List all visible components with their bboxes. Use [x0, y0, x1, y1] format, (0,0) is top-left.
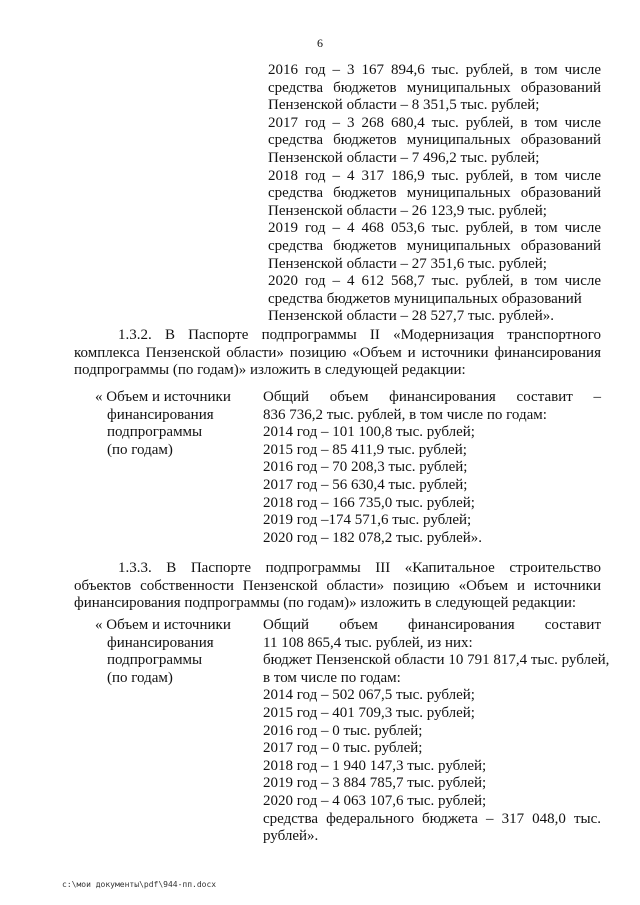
year-2018-line-2: средства бюджетов муниципальных образований	[268, 185, 601, 202]
year-2018-line-3: Пензенской области – 26 123,9 тыс. рублей;	[268, 202, 547, 219]
year-2018-line-1: 2018 год – 4 317 186,9 тыс. рублей, в том числе	[268, 167, 601, 184]
year-2016-line-3: Пензенской области – 8 351,5 тыс. рублей;	[268, 97, 540, 114]
page-number: 6	[317, 36, 323, 50]
sub3-year-2017: 2017 год – 0 тыс. рублей;	[263, 740, 423, 757]
section-1-3-3-line-3: финансирования подпрограммы (по годам)» изложить в следующей редакции:	[74, 595, 577, 612]
label-line-2: финансирования	[107, 634, 214, 651]
financing-label-2	[95, 389, 245, 459]
sub3-total-line-1: Общий объем финансирования составит	[263, 617, 601, 633]
label-line-4: (по годам)	[107, 441, 173, 458]
sub3-regional-budget: бюджет Пензенской области 10 791 817,4 тыс. рублей,	[263, 652, 610, 669]
section-1-3-3-line-2: объектов собственности Пензенской области» позицию «Объем и источники	[74, 577, 601, 594]
year-2017-line-2: средства бюджетов муниципальных образований	[268, 132, 601, 149]
sub3-year-2014: 2014 год – 502 067,5 тыс. рублей;	[263, 687, 475, 704]
year-2017-line-3: Пензенской области – 7 496,2 тыс. рублей;	[268, 149, 540, 166]
label-line-3: подпрограммы	[107, 652, 203, 669]
year-2016-line-1: 2016 год – 3 167 894,6 тыс. рублей, в том числе	[268, 62, 601, 78]
section-1-3-2-line-1: 1.3.2. В Паспорте подпрограммы II «Модернизация транспортного	[118, 327, 601, 343]
label-line-4: (по годам)	[107, 669, 173, 686]
label-line-3: подпрограммы	[107, 424, 203, 441]
sub3-total-line-2: 11 108 865,4 тыс. рублей, из них:	[263, 634, 473, 651]
subprogram-3-financing	[263, 617, 610, 846]
footer-file-path: c:\мои документы\pdf\944-пп.docx	[62, 880, 217, 889]
sub2-year-2020: 2020 год – 182 078,2 тыс. рублей».	[263, 529, 483, 546]
year-2016-line-2: средства бюджетов муниципальных образований	[268, 79, 601, 96]
label-line-1: « Объем и источники	[95, 389, 231, 405]
year-2017-line-1: 2017 год – 3 268 680,4 тыс. рублей, в том числе	[268, 114, 601, 131]
sub2-year-2015: 2015 год – 85 411,9 тыс. рублей;	[263, 441, 467, 458]
section-1-3-3-line-1: 1.3.3. В Паспорте подпрограммы III «Капитальное строительство	[118, 560, 601, 576]
sub3-year-2020: 2020 год – 4 063 107,6 тыс. рублей;	[263, 792, 487, 809]
year-2020-line-1: 2020 год – 4 612 568,7 тыс. рублей, в том числе	[268, 273, 601, 290]
sub3-federal-line-2: рублей».	[263, 828, 319, 845]
subprogram-2-financing	[263, 389, 601, 547]
section-1-3-2-line-2: комплекса Пензенской области» позицию «Объем и источники финансирования	[74, 344, 601, 361]
sub3-federal-line-1: средства федерального бюджета – 317 048,0 тыс.	[263, 810, 601, 827]
financing-label-3	[95, 617, 245, 687]
sub3-year-2018: 2018 год – 1 940 147,3 тыс. рублей;	[263, 757, 487, 774]
sub2-year-2017: 2017 год – 56 630,4 тыс. рублей;	[263, 476, 468, 493]
financing-years-block	[268, 62, 601, 326]
sub2-total-line-1: Общий объем финансирования составит –	[263, 389, 601, 405]
section-1-3-2-line-3: подпрограммы (по годам)» изложить в следующей редакции:	[74, 362, 466, 379]
label-line-2: финансирования	[107, 406, 214, 423]
sub3-year-2015: 2015 год – 401 709,3 тыс. рублей;	[263, 704, 475, 721]
sub3-year-2016: 2016 год – 0 тыс. рублей;	[263, 722, 423, 739]
sub2-year-2019: 2019 год –174 571,6 тыс. рублей;	[263, 512, 472, 529]
year-2019-line-2: средства бюджетов муниципальных образований	[268, 237, 601, 254]
section-1-3-2	[74, 327, 601, 380]
sub2-year-2018: 2018 год – 166 735,0 тыс. рублей;	[263, 494, 475, 511]
sub3-year-2019: 2019 год – 3 884 785,7 тыс. рублей;	[263, 775, 487, 792]
year-2019-line-3: Пензенской области – 27 351,6 тыс. рублей;	[268, 255, 547, 272]
year-2020-line-3: Пензенской области – 28 527,7 тыс. рублей».	[268, 308, 555, 325]
sub2-year-2014: 2014 год – 101 100,8 тыс. рублей;	[263, 424, 475, 441]
section-1-3-3	[74, 560, 601, 613]
year-2019-line-1: 2019 год – 4 468 053,6 тыс. рублей, в том числе	[268, 220, 601, 237]
sub3-by-years-label: в том числе по годам:	[263, 669, 401, 686]
year-2020-line-2: средства бюджетов муниципальных образований	[268, 290, 582, 307]
label-line-1: « Объем и источники	[95, 617, 231, 633]
sub2-year-2016: 2016 год – 70 208,3 тыс. рублей;	[263, 459, 468, 476]
sub2-total-line-2: 836 736,2 тыс. рублей, в том числе по годам:	[263, 406, 547, 423]
